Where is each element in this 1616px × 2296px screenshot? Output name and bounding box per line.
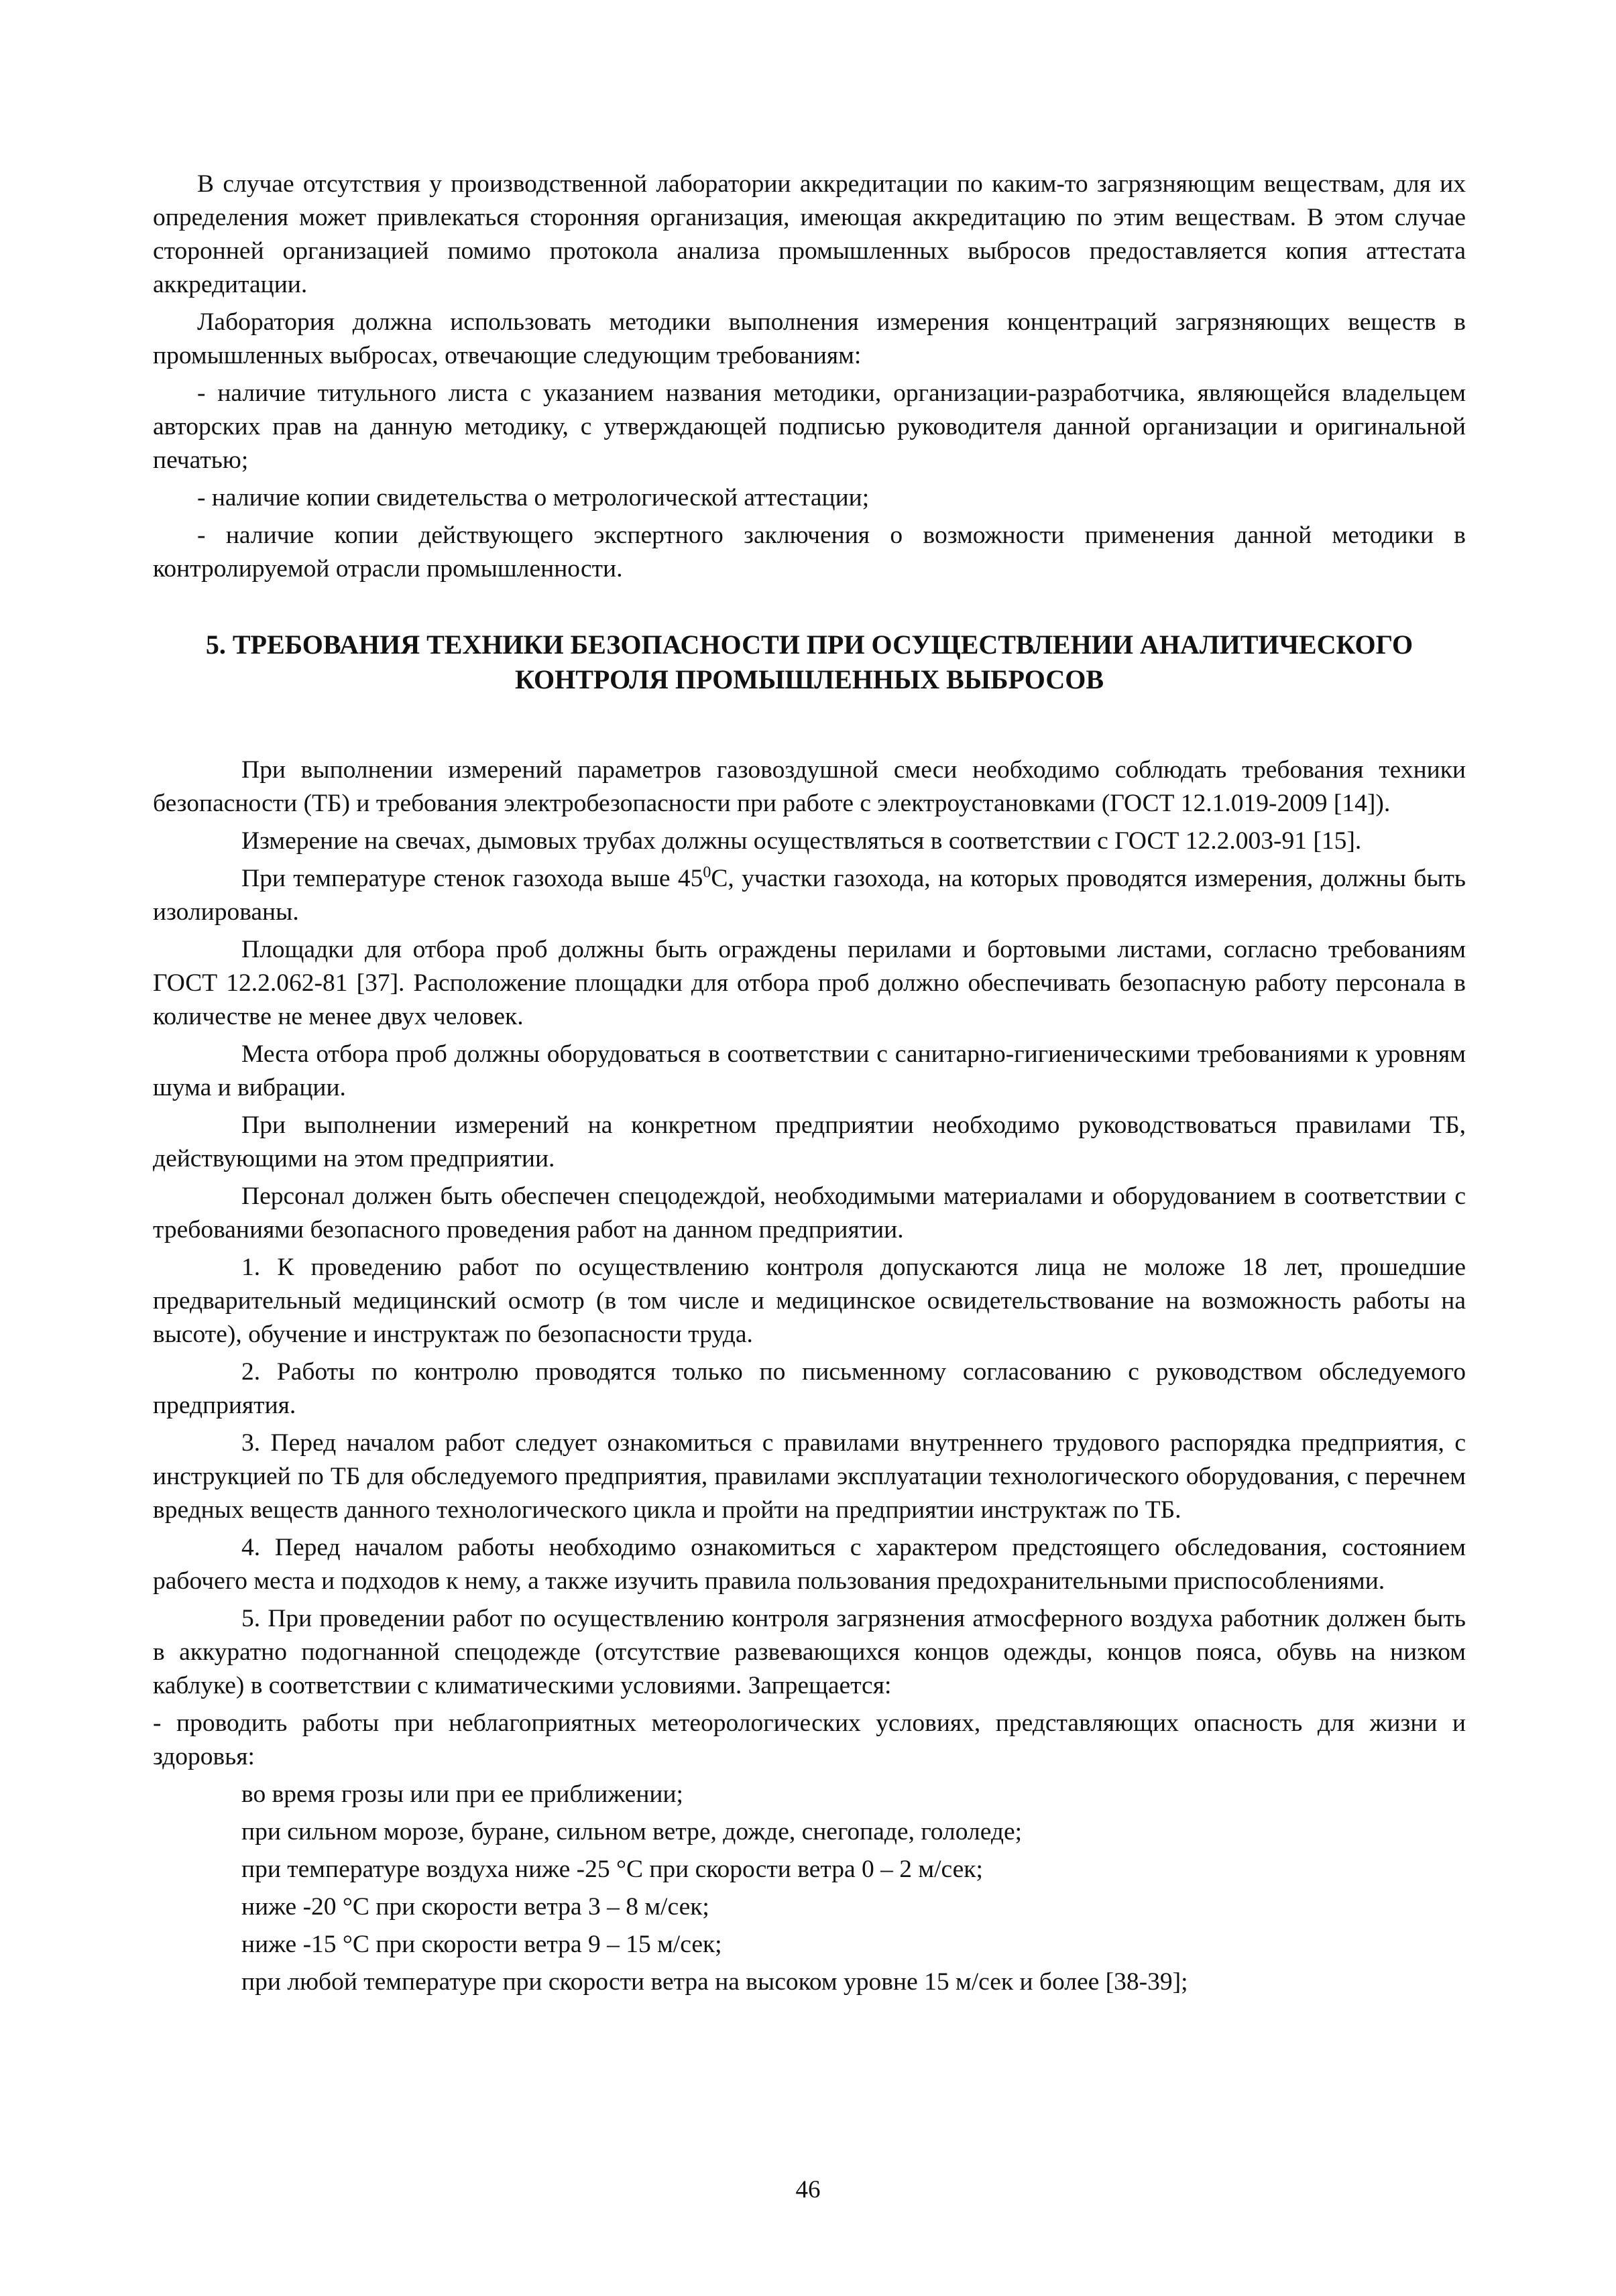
section-heading-line-1: 5. ТРЕБОВАНИЯ ТЕХНИКИ БЕЗОПАСНОСТИ ПРИ ОСУЩЕСТВЛЕНИИ АНАЛИТИЧЕСКОГО <box>205 629 1413 660</box>
paragraph-sampling-places: Места отбора проб должны оборудоваться в соответствии с санитарно-гигиеническими требованиями к уровням шума и вибрации. <box>153 1040 1466 1101</box>
numbered-item-2: 2. Работы по контролю проводятся только по письменному согласованию с руководством обследуемого предприятия. <box>153 1358 1466 1419</box>
numbered-item-5: 5. При проведении работ по осуществлению контроля загрязнения атмосферного воздуха работник должен быть в аккуратно подогнанной спецодежде (отсутствие развевающихся концов одежды, концов пояса, обувь на низком каблуке) в соответствии с климатическими условиями. Запрещается: <box>153 1605 1466 1699</box>
condition-item-high-wind: при любой температуре при скорости ветра на высоком уровне 15 м/сек и более [38-39]; <box>241 1968 1188 1996</box>
duct-temperature-text-start: При температуре стенок газохода выше 45 <box>241 865 703 892</box>
document-page <box>153 168 1466 2003</box>
condition-item-severe-weather: при сильном морозе, буране, сильном ветре, дожде, снегопаде, гололеде; <box>241 1818 1023 1846</box>
paragraph-enterprise-rules: При выполнении измерений на конкретном предприятии необходимо руководствоваться правилами ТБ, действующими на этом предприятии. <box>153 1111 1466 1172</box>
paragraph-methods-requirements: Лаборатория должна использовать методики выполнения измерения концентраций загрязняющих веществ в промышленных выбросах, отвечающие следующим требованиям: <box>153 308 1466 369</box>
numbered-item-1: 1. К проведению работ по осуществлению контроля допускаются лица не моложе 18 лет, прошедшие предварительный медицинский осмотр (в том числе и медицинское освидетельствование на возможность работы на высоте), обучение и инструктаж по безопасности труда. <box>153 1254 1466 1348</box>
page-number: 46 <box>795 2176 821 2203</box>
numbered-item-4: 4. Перед началом работы необходимо ознакомиться с характером предстоящего обследования, состоянием рабочего места и подходов к нему, а также изучить правила пользования предохранительными приспособлениями. <box>153 1534 1466 1595</box>
section-heading-line-2: КОНТРОЛЯ ПРОМЫШЛЕННЫХ ВЫБРОСОВ <box>514 664 1104 694</box>
condition-item-minus-25: при температуре воздуха ниже -25 °С при скорости ветра 0 – 2 м/сек; <box>241 1856 983 1883</box>
paragraph-safety-requirements: При выполнении измерений параметров газовоздушной смеси необходимо соблюдать требования техники безопасности (ТБ) и требования электробезопасности при работе с электроустановками (ГОСТ 12.1.019-2009 [14]). <box>153 756 1466 817</box>
paragraph-accreditation: В случае отсутствия у производственной лаборатории аккредитации по каким-то загрязняющим веществам, для их определения может привлекаться сторонняя организация, имеющая аккредитацию по этим веществам. В этом случае сторонней организацией помимо протокола анализа промышленных выбросов предоставляется копия аттестата аккредитации. <box>153 170 1466 298</box>
condition-item-thunderstorm: во время грозы или при ее приближении; <box>241 1780 683 1808</box>
paragraph-personnel-equipment: Персонал должен быть обеспечен спецодеждой, необходимыми материалами и оборудованием в соответствии с требованиями безопасного проведения работ на данном предприятии. <box>153 1183 1466 1244</box>
section-heading <box>153 627 1466 697</box>
condition-item-minus-15: ниже -15 °С при скорости ветра 9 – 15 м/сек; <box>241 1931 722 1958</box>
duct-temperature-degree: 0 <box>703 863 711 882</box>
condition-item-minus-20: ниже -20 °С при скорости ветра 3 – 8 м/сек; <box>241 1893 709 1921</box>
list-item-expert-conclusion: - наличие копии действующего экспертного заключения о возможности применения данной методики в контролируемой отрасли промышленности. <box>153 522 1466 583</box>
paragraph-duct-temperature <box>153 862 1466 929</box>
paragraph-sampling-platforms: Площадки для отбора проб должны быть ограждены перилами и бортовыми листами, согласно требованиям ГОСТ 12.2.062-81 [37]. Расположение площадки для отбора проб должно обеспечивать безопасную работу персонала в количестве не менее двух человек. <box>153 936 1466 1030</box>
list-item-title-page: - наличие титульного листа с указанием названия методики, организации-разработчика, являющейся владельцем авторских прав на данную методику, с утверждающей подписью руководителя данной организации и оригинальной печатью; <box>153 379 1466 474</box>
list-item-certificate: - наличие копии свидетельства о метрологической аттестации; <box>197 484 870 511</box>
paragraph-unfavorable-conditions: - проводить работы при неблагоприятных метеорологических условиях, представляющих опасность для жизни и здоровья: <box>153 1709 1466 1770</box>
paragraph-chimney-measurement: Измерение на свечах, дымовых трубах должны осуществляться в соответствии с ГОСТ 12.2.003-91 [15]. <box>241 827 1362 855</box>
numbered-item-3: 3. Перед началом работ следует ознакомиться с правилами внутреннего трудового распорядка предприятия, с инструкцией по ТБ для обследуемого предприятия, правилами эксплуатации технологического оборудования, с перечнем вредных веществ данного технологического цикла и пройти на предприятии инструктаж по ТБ. <box>153 1429 1466 1524</box>
duct-temperature-text-end: С, участки газохода, на которых проводятся измерения, должны быть изолированы. <box>153 865 1466 926</box>
